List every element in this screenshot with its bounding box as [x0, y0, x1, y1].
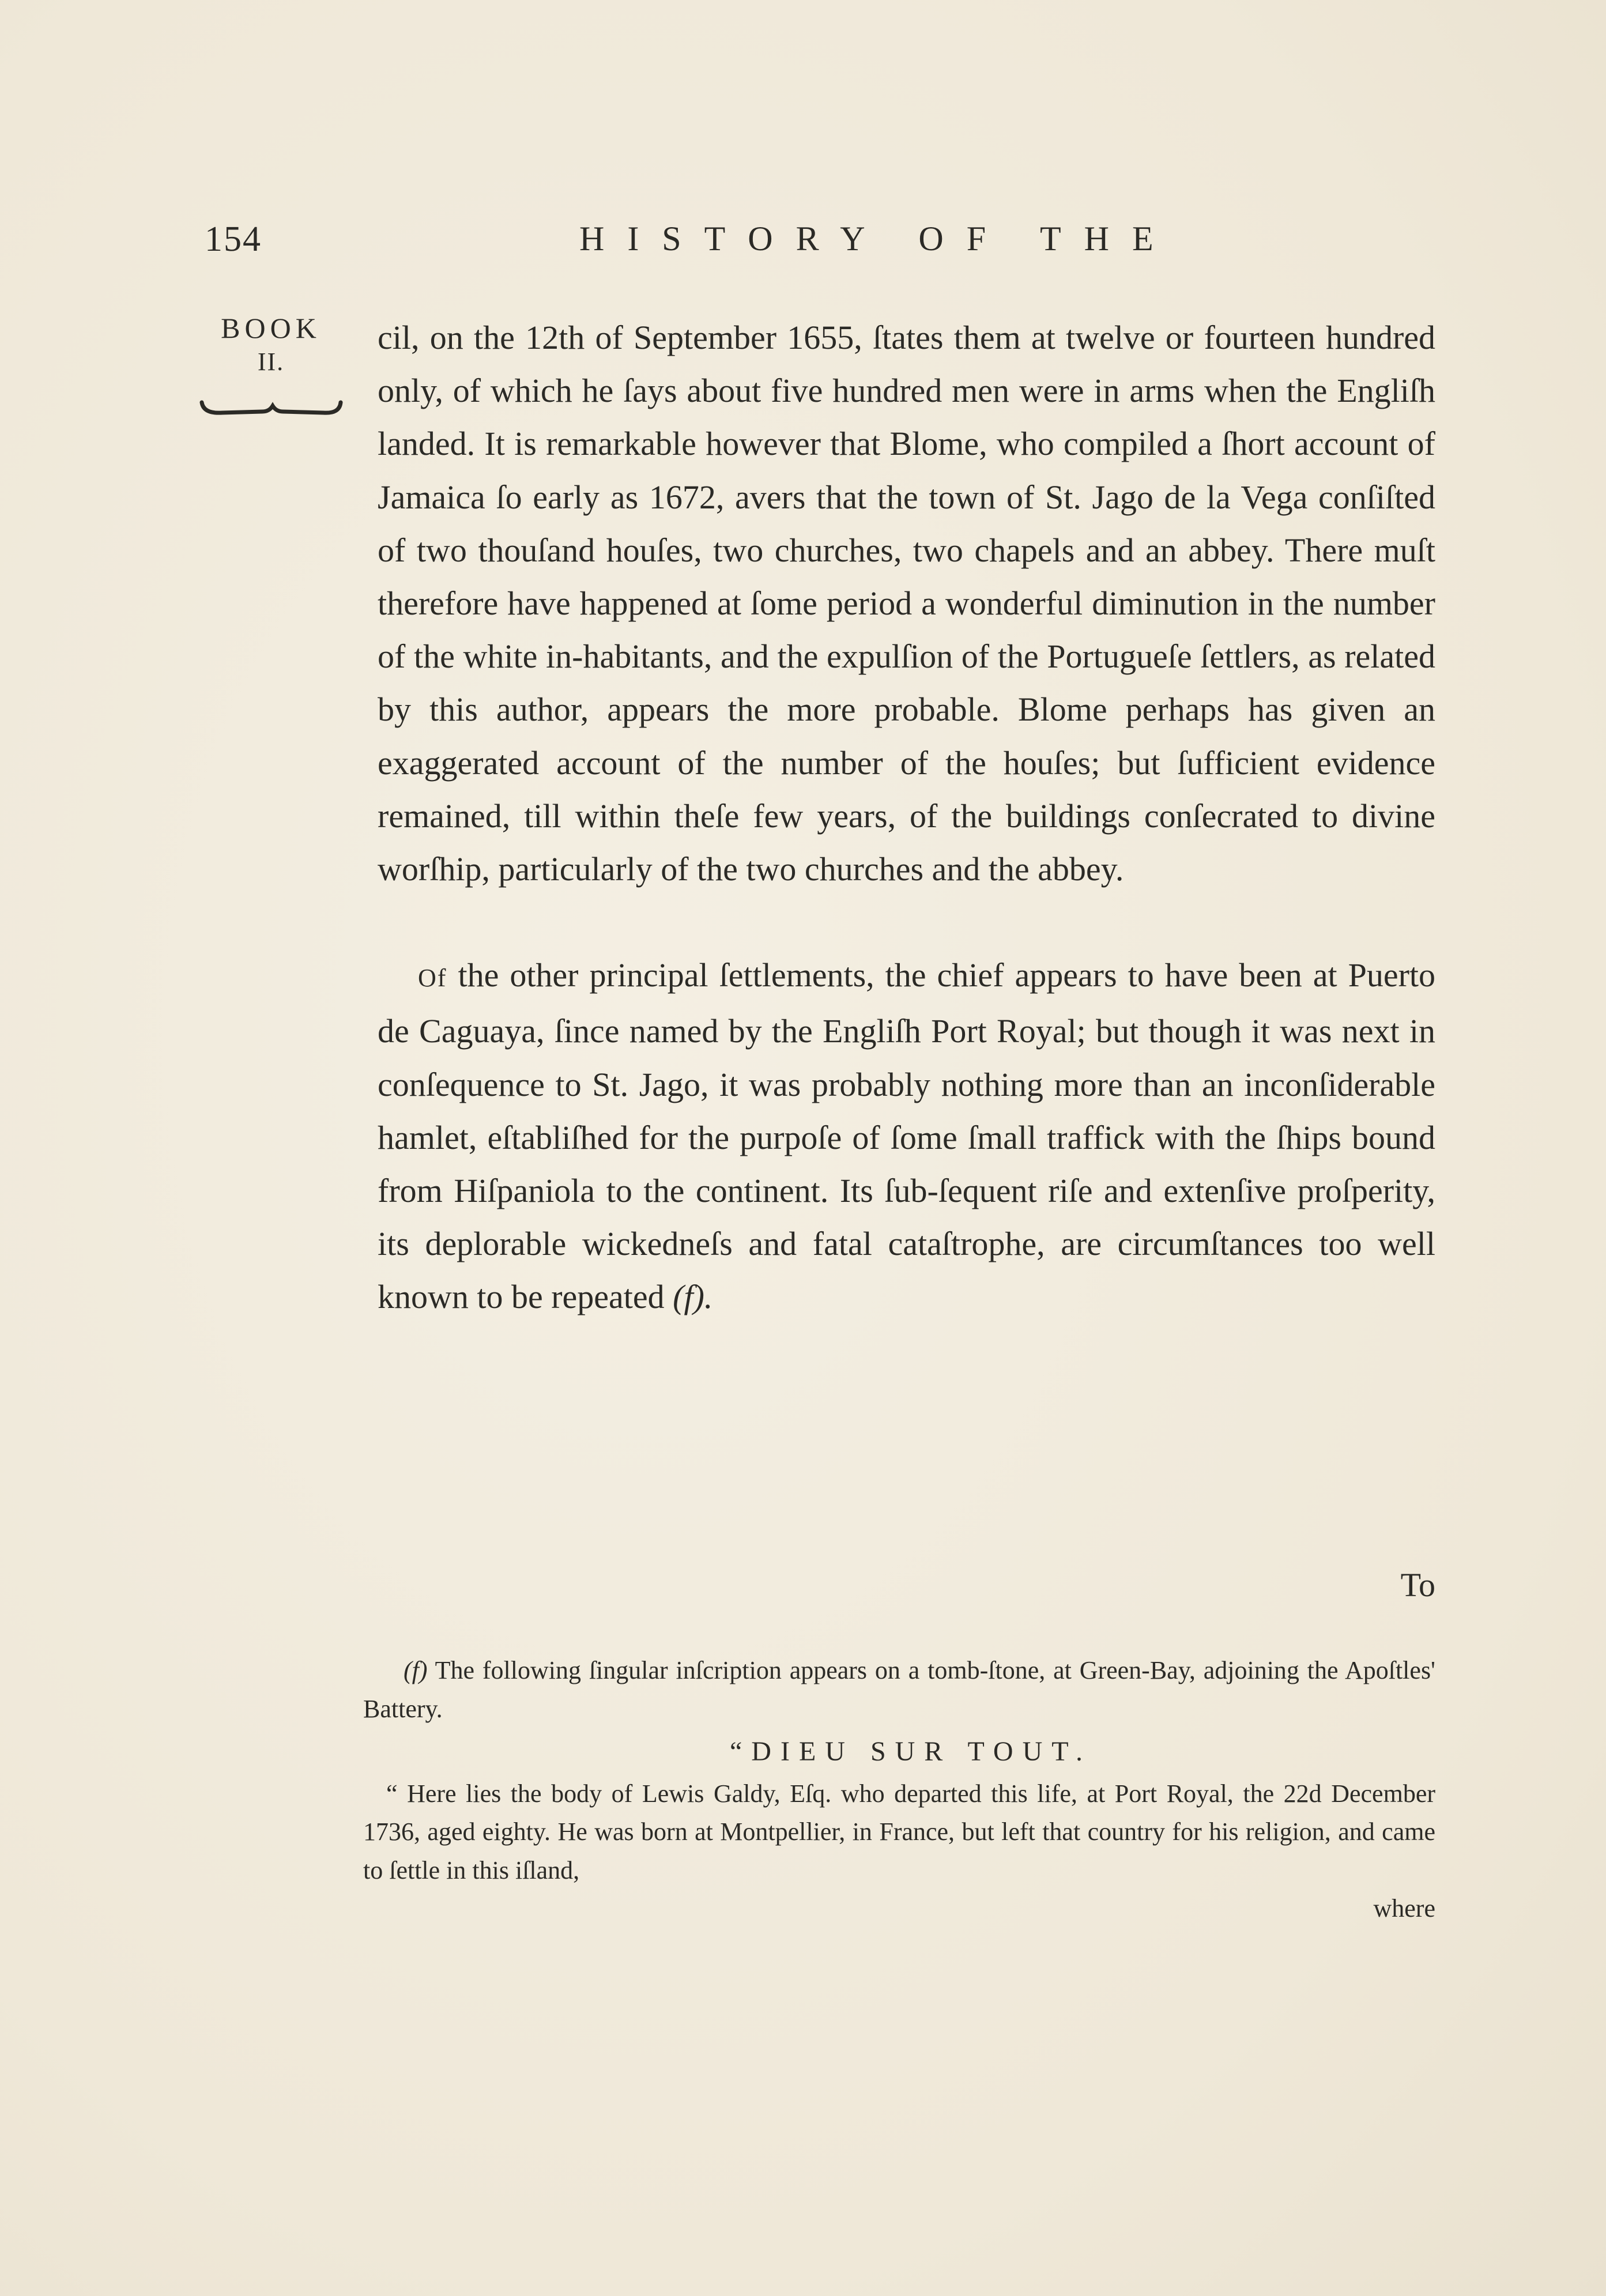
- footnote-catchword: where: [1373, 1894, 1435, 1922]
- footnote-mark: (f): [404, 1656, 428, 1684]
- footnote-intro-text: The following ſingular inſcription appears on a tomb-ſtone, at Green-Bay, adjoining the Apoſtles' Battery.: [363, 1656, 1435, 1723]
- main-text: [378, 311, 1435, 1324]
- catchword: To: [1400, 1566, 1435, 1604]
- footnote-reference: (f).: [673, 1278, 713, 1316]
- paragraph-2-text: the other principal ſettlements, the chief appears to have been at Puerto de Caguaya, ſince named by the Engliſh Port Royal; but though it was next in conſequence to St. Jago, it was probably nothing more than an inconſiderable hamlet, eſtabliſhed for the purpoſe of ſome ſmall traffick with the ſhips bound from Hiſpaniola to the continent. Its ſub-ſequent riſe and extenſive proſperity, its deplorable wickedneſs and fatal cataſtrophe, are circumſtances too well known to be repeated: [378, 956, 1435, 1316]
- paragraph-2-lead: Of: [418, 964, 447, 993]
- running-head: [205, 219, 1435, 271]
- paragraph-1: cil, on the 12th of September 1655, ſtates them at twelve or fourteen hundred only, of which he ſays about five hundred men were in arms when the Engliſh landed. It is remarkable however that Blome, who compiled a ſhort account of Jamaica ſo early as 1672, avers that the town of St. Jago de la Vega conſiſted of two thouſand houſes, two churches, two chapels and an abbey. There muſt therefore have happened at ſome period a wonderful diminution in the number of the white in-habitants, and the expulſion of the Portugueſe ſettlers, as related by this author, appears the more probable. Blome perhaps has given an exaggerated account of the number of the houſes; but ſufficient evidence remained, till within theſe few years, of the buildings conſecrated to divine worſhip, particularly of the two churches and the abbey.: [378, 319, 1435, 888]
- margin-book-label: [196, 311, 346, 376]
- brace-ornament: [199, 398, 343, 421]
- volume-number: II.: [257, 348, 285, 376]
- paragraph-2: [378, 949, 1435, 1324]
- footnote-quote: “ Here lies the body of Lewis Galdy, Eſq. who departed this life, at Port Royal, the 22d December 1736, aged eighty. He was born at Montpellier, in France, but left that country for his religion, and came to ſettle in this iſland,: [363, 1779, 1435, 1884]
- page-number: 154: [205, 220, 262, 259]
- running-title: HISTORY OF THE: [579, 220, 1177, 258]
- footnote-motto: “DIEU SUR TOUT.: [730, 1736, 1092, 1767]
- footnote-intro: [363, 1652, 1435, 1728]
- footnote: [363, 1652, 1435, 1928]
- book-label: BOOK: [221, 312, 321, 344]
